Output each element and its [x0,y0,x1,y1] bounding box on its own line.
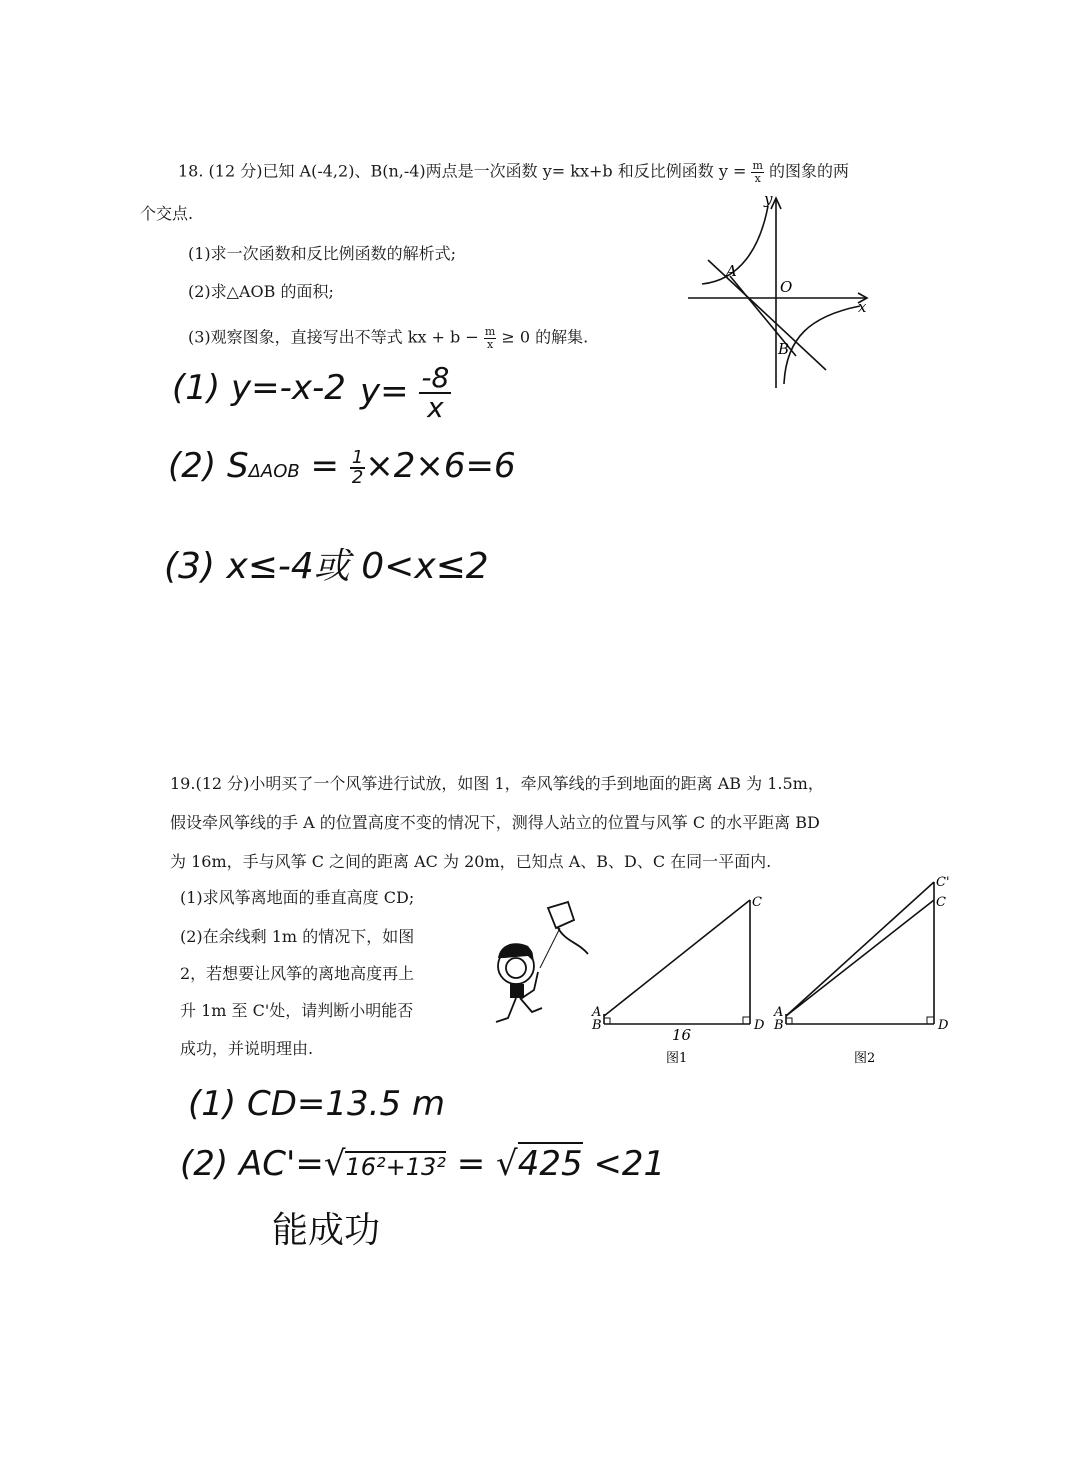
q18-answer-2-subscript: ΔAOB [248,461,300,482]
q19-figure-1 [588,888,768,1073]
q19-figure-2 [770,868,960,1073]
fig1-label-b: B [592,1018,602,1033]
graph-point-b-label: B [778,340,790,358]
q19-stem-line2: 假设牵风筝线的手 A 的位置高度不变的情况下，测得人站立的位置与风筝 C 的水平距离 BD [170,813,820,832]
q18-frac-numerator: m [752,159,763,172]
q18-stem-line1 [178,160,849,184]
q18-sub1: (1)求一次函数和反比例函数的解析式; [188,244,457,263]
q19-sqrt-1-radicand: 16²+13² [345,1153,446,1181]
fig2-label-d: D [938,1018,949,1033]
q19-sub2-line3: 升 1m 至 C'处，请判断小明能否 [180,1001,414,1020]
q18-frac-denominator: x [754,171,761,185]
graph-origin-label: O [780,278,793,296]
q19-sub2-line1: (2)在余线剩 1m 的情况下，如图 [180,927,415,946]
q18-stem-part1: 18. (12 分)已知 A(-4,2)、B(n,-4)两点是一次函数 y= kx+b 和反比例函数 y = [178,161,747,181]
kite-string [540,928,560,968]
fig2-line-ac [786,900,934,1016]
q18-answer-1b-fraction [419,361,451,424]
fig1-label-a: A [592,1005,602,1020]
q18-stem-fraction [751,160,763,184]
q19-answer-2-tail: <21 [593,1144,666,1184]
q18-graph [680,188,880,393]
q18-sub3-text: (3)观察图象，直接写出不等式 kx + b − [188,327,479,347]
q18-sub3-frac-num: m [484,325,496,338]
q18-sub3-frac-den: x [487,337,494,351]
q18-answer-1b [360,361,451,424]
q18-sub2: (2)求△AOB 的面积; [188,282,334,301]
boy-leg-left [496,998,516,1022]
q18-answer-2-prefix: (2) S [168,446,249,486]
q18-answer-1b-prefix: y= [360,371,409,412]
q18-answer-1b-den: x [427,391,444,424]
fig2-label-c-prime: C' [936,875,950,890]
q19-sqrt-1: √16²+13² [323,1144,446,1184]
q19-answer-2-equals: = [456,1144,486,1184]
fig1-line-ac [604,900,750,1016]
q18-answer-2-frac-num: 1 [351,446,364,468]
q18-answer-2-fraction [350,446,365,488]
q18-answer-2 [168,446,516,487]
q19-answer-2 [180,1144,665,1184]
q19-sub2-line2: 2，若想要让风筝的离地高度再上 [180,964,415,983]
fig1-label-d: D [754,1018,765,1033]
kite-icon [548,902,574,928]
q19-answer-1: (1) CD=13.5 m [188,1084,446,1124]
hyperbola-branch-lower-right [784,306,860,384]
q18-answer-2-frac-den: 2 [351,466,364,488]
q18-stem-line2: 个交点. [140,204,194,223]
q18-stem-part2: 的图象的两 [768,161,849,181]
q18-answer-1a: (1) y=-x-2 [172,368,346,408]
fig2-line-ac-prime [786,882,934,1016]
q19-sub1: (1)求风筝离地面的垂直高度 CD; [180,888,415,907]
fig1-caption: 图1 [666,1051,688,1066]
fig2-right-angle-d [927,1017,934,1024]
fig2-right-angle-b [786,1018,792,1024]
q18-answer-3: (3) x≤-4或 0<x≤2 [164,546,489,587]
q19-sub2-line4: 成功，并说明理由. [180,1039,314,1058]
boy-leg-right [520,998,542,1012]
fig2-label-b: B [774,1018,784,1033]
q19-stem-line3: 为 16m，手与风筝 C 之间的距离 AC 为 20m，已知点 A、B、D、C 在同一平面内. [170,852,772,871]
fig1-handwritten-16: 16 [672,1026,692,1044]
q18-answer-2-equals: = [310,446,340,486]
q19-stem-line1: 19.(12 分)小明买了一个风筝进行试放，如图 1，牵风筝线的手到地面的距离 AB 为 1.5m， [170,774,824,793]
q18-sub3-tail: ≥ 0 的解集. [501,327,589,347]
graph-point-a-label: A [726,262,737,280]
fig1-right-angle-b [604,1018,610,1024]
fig1-label-c: C [752,895,762,910]
graph-y-label: y [764,190,773,208]
fig2-caption: 图2 [854,1051,876,1066]
boy-flying-kite-illustration [488,898,604,1028]
q18-sub3 [188,326,588,350]
boy-shirt [510,984,524,998]
q19-sqrt-2-radicand: 425 [517,1144,583,1184]
q19-answer-2-prefix: (2) AC'= [180,1144,324,1184]
q19-sqrt-2: √425 [496,1144,583,1184]
fig1-right-angle-d [743,1017,750,1024]
kite-tail [558,928,588,954]
fig2-label-a: A [774,1005,784,1020]
q18-answer-2-rest: ×2×6=6 [365,446,516,486]
q18-sub3-fraction [484,326,496,350]
q19-answer-conclusion: 能成功 [272,1210,381,1251]
graph-x-label: x [858,298,867,316]
q18-answer-1b-num: -8 [421,361,450,394]
fig2-label-c: C [936,895,946,910]
